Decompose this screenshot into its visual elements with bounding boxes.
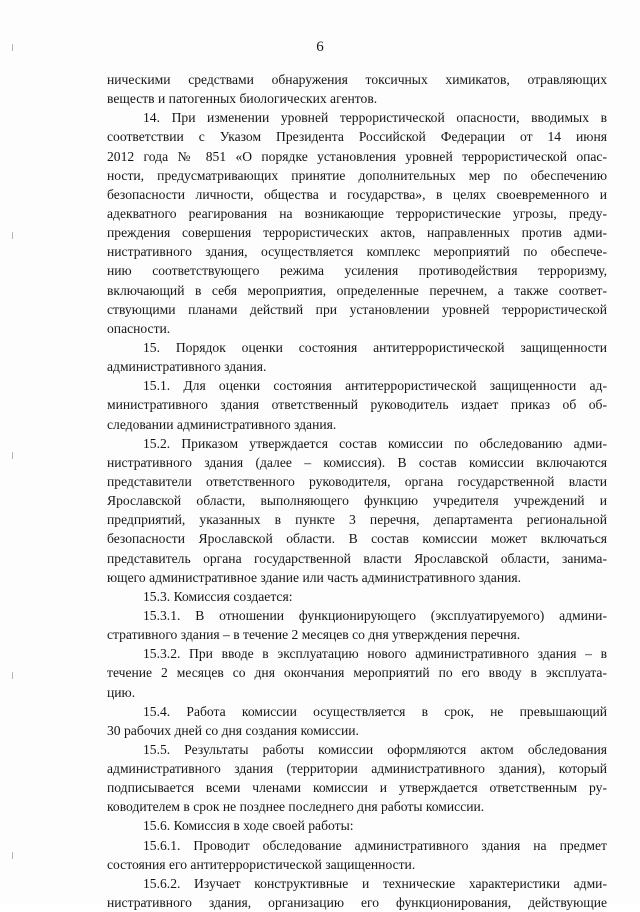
margin-mark [12, 232, 13, 239]
text-line: 15.6. Комиссия в ходе своей работы: [143, 818, 354, 834]
paragraph-15-3 [107, 587, 607, 606]
text-line: 15.6.2. Изучает конструктивные и технические характеристики адми- [143, 875, 607, 891]
text-line: безопасности личности, общества и государства», в целях своевременного и [107, 186, 607, 202]
page-number: 6 [316, 39, 324, 55]
text-line: 15.4. Работа комиссии осуществляется в срок, не превышающий [143, 703, 607, 719]
text-line: опасности. [107, 320, 171, 336]
text-line: адекватного реагирования на возникающие террористические угрозы, преду- [107, 205, 607, 221]
text-line: 30 рабочих дней со дня создания комиссии. [107, 722, 359, 738]
paragraph-15-2 [107, 434, 607, 587]
text-line: нистративного здания (далее – комиссия). В состав комиссии включаются [107, 454, 607, 470]
text-line: ководителем в срок не позднее последнего дня работы комиссии. [107, 799, 485, 815]
paragraph-15-3-2 [107, 644, 607, 701]
paragraph-15-1 [107, 376, 607, 433]
text-line: административного здания (территории административного здания), который [107, 761, 607, 777]
text-line: 14. При изменении уровней террористической опасности, вводимых в [143, 110, 607, 126]
text-line: 15.3. Комиссия создается: [143, 588, 293, 604]
paragraph-15-4 [107, 702, 607, 740]
text-line: течение 2 месяцев со дня окончания мероприятий по его вводу в эксплуата- [107, 665, 607, 681]
paragraph-15-6-1 [107, 836, 607, 874]
paragraph-15-6-2 [107, 874, 607, 912]
text-line: ности, предусматривающих принятие дополнительных мер по обеспечению [107, 167, 607, 183]
text-line: 15.6.1. Проводит обследование административного здания на предмет [143, 837, 607, 853]
paragraph-14 [107, 108, 607, 338]
text-line: следовании административного здания. [107, 416, 337, 432]
text-line: административного здания. [107, 359, 267, 375]
text-line: включающий в себя мероприятия, определенные перечнем, а также соответ- [107, 282, 607, 298]
document-body [107, 70, 607, 912]
paragraph-13-continuation [107, 70, 607, 108]
margin-mark [12, 452, 13, 459]
text-line: 2012 года № 851 «О порядке установления уровней террористической опас- [107, 148, 607, 164]
text-line: нистративного здания, осуществляется комплекс мероприятий по обеспече- [107, 244, 607, 260]
text-line: 15.5. Результаты работы комиссии оформляются актом обследования [143, 741, 607, 757]
margin-mark [12, 852, 13, 859]
paragraph-15-3-1 [107, 606, 607, 644]
text-line: 15.2. Приказом утверждается состав комиссии по обследованию адми- [143, 435, 607, 451]
paragraph-15 [107, 338, 607, 376]
paragraph-15-5 [107, 740, 607, 817]
text-line: 15. Порядок оценки состояния антитеррористической защищенности [143, 339, 607, 355]
text-line: состояния его антитеррористической защищенности. [107, 856, 416, 872]
text-line: представители ответственного руководителя, органа государственной власти [107, 473, 607, 489]
text-line: 15.3.1. В отношении функционирующего (эксплуатируемого) админи- [143, 607, 607, 623]
text-line: цию. [107, 684, 136, 700]
text-line: ствующими планами действий при установлении уровней террористической [107, 301, 607, 317]
text-line: ническими средствами обнаружения токсичных химикатов, отравляющих [107, 72, 607, 87]
text-line: 15.3.2. При вводе в эксплуатацию нового административного здания – в [143, 646, 607, 662]
text-line: преждения совершения террористических актов, направленных против адми- [107, 225, 607, 241]
text-line: подписывается всеми членами комиссии и утверждается ответственным ру- [107, 780, 607, 796]
paragraph-15-6 [107, 816, 607, 835]
text-line: 15.1. Для оценки состояния антитеррористической защищенности ад- [143, 378, 607, 394]
text-line: безопасности Ярославской области. В состав комиссии может включаться [107, 531, 607, 547]
text-line: нию соответствующего режима усиления противодействия терроризму, [107, 263, 607, 279]
text-line: соответствии с Указом Президента Российской Федерации от 14 июня [107, 129, 607, 145]
text-line: нистративного здания, организацию его функционирования, действующие [107, 895, 607, 911]
text-line: Ярославской области, выполняющего функцию учредителя учреждений и [107, 493, 607, 509]
text-line: представитель органа государственной власти Ярославской области, занима- [107, 550, 607, 566]
text-line: предприятий, указанных в пункте 3 перечня, департамента региональной [107, 512, 607, 528]
text-line: веществ и патогенных биологических агентов. [107, 91, 378, 107]
text-line: ющего административное здание или часть административного здания. [107, 569, 522, 585]
text-line: министративного здания ответственный руководитель издает приказ об об- [107, 397, 607, 413]
margin-mark [12, 672, 13, 679]
text-line: стративного здания – в течение 2 месяцев со дня утверждения перечня. [107, 627, 521, 643]
